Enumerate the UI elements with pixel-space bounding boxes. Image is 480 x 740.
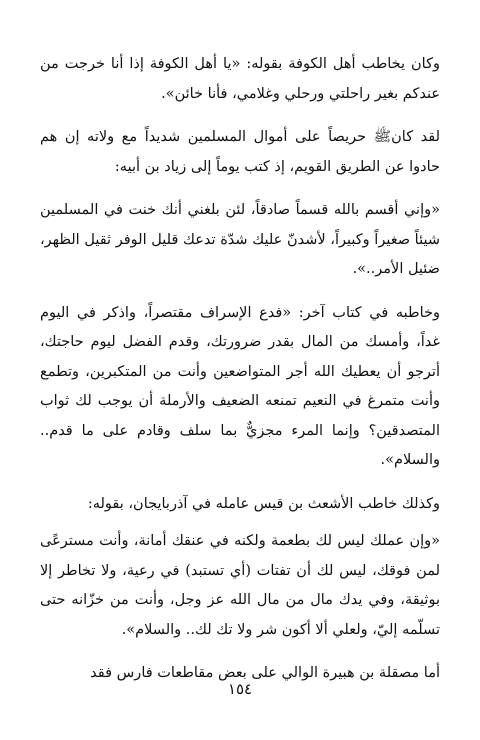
paragraph-oath-quote: «وإني أقسم بالله قسماً صادقاً، لئن بلغني أنك خنت في المسلمين شيئاً صغيراً وكبيراً، لأشدنّ عليك شدّة تدعك قليل الوفر ثقيل الظهر، ضئيل الأمر..». bbox=[40, 202, 440, 277]
paragraph-second-letter: وخاطبه في كتاب آخر: «فدع الإسراف مقتصراً، واذكر في اليوم غداً، وأمسك من المال بقدر ضرورتك، وقدم الفضل ليوم حاجتك، أترجو أن يعطيك الله أجر المتواضعين وأنت من المتكبرين، وتطمع وأنت متمرغ في النعيم تمنعه الضعيف والأرملة أن يوجب لك ثواب المتصدقين؟ وإنما المرء مجزيٌّ بما سلف وقادم على ما قدم.. والسلام». bbox=[40, 304, 440, 468]
page-number: ١٥٤ bbox=[227, 680, 253, 698]
paragraph-ashath-intro: وكذلك خاطب الأشعث بن قيس عامله في آذربايجان، بقوله: bbox=[87, 495, 440, 512]
paragraph-ashath-quote: «وإن عملك ليس لك بطعمة ولكنه في عنقك أمانة، وأنت مسترعًى لمن فوقك، ليس لك أن تفتات (أي تستبد) في رعية، ولا تخاطر إلا بوثيقة، وفي يدك مال من مال الله عز وجل، وأنت من خزّانه حتى تسلّمه إليّ، ولعلي ألا أكون شر ولا تك لك.. والسلام». bbox=[40, 533, 440, 638]
paragraph-masqala: أما مصقلة بن هبيرة الوالي على بعض مقاطعات فارس فقد bbox=[90, 665, 440, 681]
paragraph-kufa-address: وكان يخاطب أهل الكوفة بقوله: «يا أهل الكوفة إذا أنا خرجت من عندكم بغير راحلتي ورحلي وغلامي، فأنا خائن». bbox=[40, 56, 440, 102]
paragraph-wealth-care: لقد كانﷺ حريصاً على أموال المسلمين شديداً مع ولاته إن هم حادوا عن الطريق القويم، إذ كتب يوماً إلى زياد بن أبيه: bbox=[40, 129, 440, 175]
